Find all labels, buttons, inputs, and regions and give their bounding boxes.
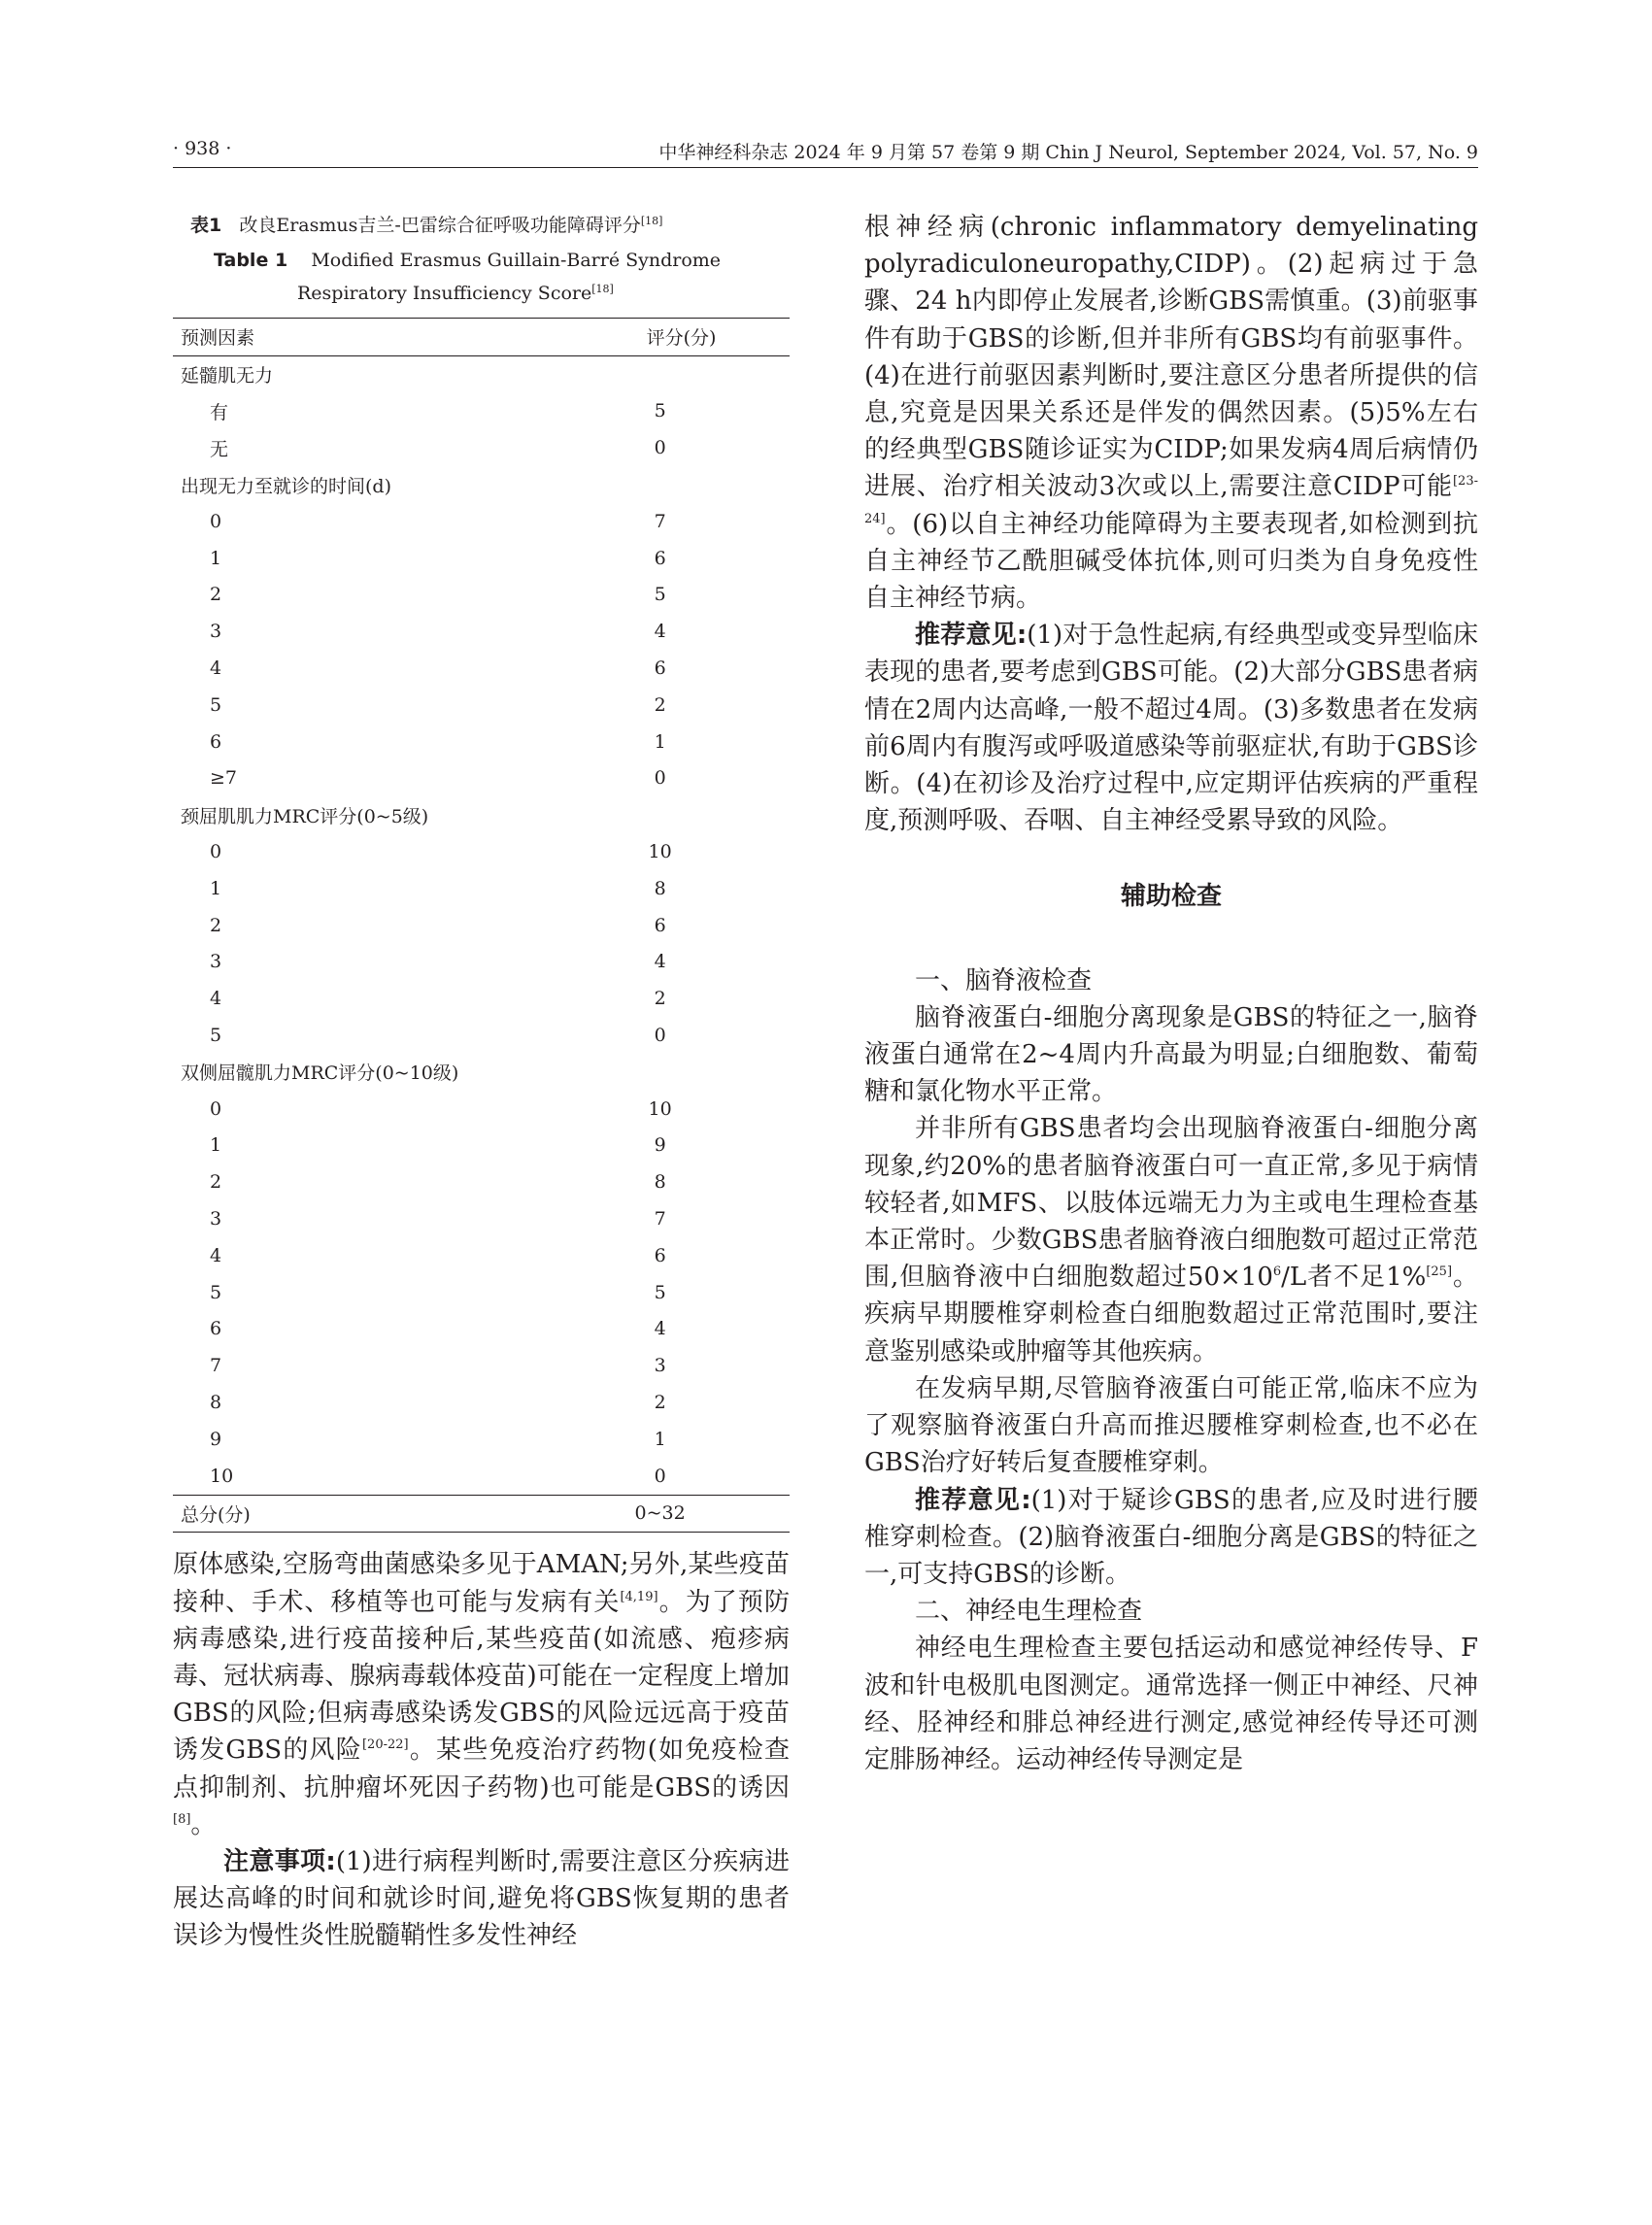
score-value: 9 bbox=[654, 1134, 666, 1157]
table-row bbox=[173, 944, 790, 981]
score-value: 1 bbox=[654, 1428, 666, 1450]
table-row bbox=[173, 1347, 790, 1384]
score-value: 4 bbox=[654, 621, 666, 643]
text-run: 。为了预防病毒感染,进行疫苗接种后,某些疫苗(如流感、疱疹病毒、冠状病毒、腺病毒载体疫苗)可能在一定程度上增加GBS的风险;但病毒感染诱发GBS的风险远远高于疫苗诱发GBS的风险 bbox=[173, 1587, 790, 1766]
table-row bbox=[173, 980, 790, 1017]
right-paragraph-1 bbox=[864, 209, 1478, 617]
level-label: 6 bbox=[210, 730, 222, 753]
level-label: 3 bbox=[210, 951, 222, 973]
level-label: 0 bbox=[210, 510, 222, 532]
text-run: (1)进行病程判断时,需要注意区分疾病进展达高峰的时间和就诊时间,避免将GBS恢复期的患者误诊为慢性炎性脱髓鞘性多发性神经 bbox=[173, 1846, 790, 1951]
table-row bbox=[173, 907, 790, 944]
table-row bbox=[173, 1237, 790, 1274]
table-group-row bbox=[173, 355, 790, 392]
total-label: 总分(分) bbox=[181, 1503, 251, 1526]
right-column bbox=[864, 209, 1478, 1778]
score-value: 2 bbox=[654, 1392, 666, 1413]
text-run: 。(6)以自主神经功能障碍为主要表现者,如检测到抗自主神经节乙酰胆碱受体抗体,则可归类为自身免疫性自主神经节病。 bbox=[864, 509, 1478, 614]
table-row bbox=[173, 540, 790, 577]
table-group-row bbox=[173, 796, 790, 833]
col-header-score: 评分(分) bbox=[646, 327, 717, 350]
table-title-en-1: Modified Erasmus Guillain-Barré Syndrome bbox=[311, 250, 722, 271]
level-label: 1 bbox=[210, 877, 222, 899]
score-value: 8 bbox=[654, 1171, 666, 1194]
text-run: 。 bbox=[190, 1809, 217, 1839]
level-label: ≥7 bbox=[210, 767, 238, 790]
score-value: 10 bbox=[648, 1097, 672, 1120]
level-label: 4 bbox=[210, 1244, 222, 1266]
level-label: 2 bbox=[210, 914, 222, 936]
recommendation-heading: 推荐意见: bbox=[915, 1485, 1031, 1515]
table-row bbox=[173, 760, 790, 797]
level-label: 5 bbox=[210, 693, 222, 716]
recommendation-heading: 推荐意见: bbox=[915, 621, 1028, 651]
level-label: 1 bbox=[210, 1134, 222, 1157]
level-label: 4 bbox=[210, 988, 222, 1010]
right-paragraph-4: 在发病早期,尽管脑脊液蛋白可能正常,临床不应为了观察脑脊液蛋白升高而推迟腰椎穿刺检查,也不必在GBS治疗好转后复查腰椎穿刺。 bbox=[864, 1373, 1478, 1478]
level-label: 3 bbox=[210, 621, 222, 643]
score-value: 0 bbox=[654, 1025, 666, 1047]
score-value: 2 bbox=[654, 693, 666, 716]
table-row bbox=[173, 1458, 790, 1495]
score-value: 5 bbox=[654, 400, 666, 422]
table-label-en: Table 1 bbox=[214, 250, 288, 271]
text-run: 。某些免疫治疗药物(如免疫检查点抑制剂、抗肿瘤坏死因子药物)也可能是GBS的诱因 bbox=[173, 1736, 790, 1803]
table-row bbox=[173, 1200, 790, 1237]
table-title-en-2: Respiratory Insufficiency Score bbox=[297, 283, 592, 304]
score-value: 4 bbox=[654, 951, 666, 973]
right-paragraph-3 bbox=[864, 1110, 1478, 1369]
table-total-row bbox=[173, 1495, 790, 1533]
level-label: 6 bbox=[210, 1318, 222, 1340]
total-value: 0~32 bbox=[634, 1502, 686, 1525]
table-row bbox=[173, 1421, 790, 1458]
table-body bbox=[173, 355, 790, 1495]
level-label: 8 bbox=[210, 1392, 222, 1413]
factor-label: 双侧屈髋肌力MRC评分(0~10级) bbox=[181, 1062, 459, 1085]
score-value: 8 bbox=[654, 877, 666, 899]
score-value: 1 bbox=[654, 730, 666, 753]
page-number: · 938 · bbox=[173, 138, 232, 159]
factor-label: 颈屈肌肌力MRC评分(0~5级) bbox=[181, 805, 429, 827]
table-row bbox=[173, 870, 790, 907]
citation: [4,19] bbox=[620, 1589, 658, 1604]
citation: [25] bbox=[1426, 1264, 1453, 1280]
factor-label: 出现无力至就诊的时间(d) bbox=[181, 475, 391, 497]
score-value: 2 bbox=[654, 988, 666, 1010]
right-paragraph-2: 脑脊液蛋白-细胞分离现象是GBS的特征之一,脑脊液蛋白通常在2~4周内升高最为明显;白细胞数、葡萄糖和氯化物水平正常。 bbox=[864, 1002, 1478, 1107]
table-row bbox=[173, 1384, 790, 1421]
section-title: 辅助检查 bbox=[1120, 882, 1222, 912]
score-value: 3 bbox=[654, 1355, 666, 1377]
score-value: 7 bbox=[654, 510, 666, 532]
table-row bbox=[173, 429, 790, 466]
level-label: 有 bbox=[210, 401, 229, 423]
score-value: 6 bbox=[654, 914, 666, 936]
running-header bbox=[173, 138, 1478, 168]
text-run: (1)对于急性起病,有经典型或变异型临床表现的患者,要考虑到GBS可能。(2)大部分GBS患者病情在2周内达高峰,一般不超过4周。(3)多数患者在发病前6周内有腹泻或呼吸道感染等前驱症状,有助于GBS诊断。(4)在初诊及治疗过程中,应定期评估疾病的严重程度,预测呼吸、吞咽、自主神经受累导致的风险。 bbox=[864, 621, 1478, 836]
table-row bbox=[173, 687, 790, 724]
score-table bbox=[173, 318, 790, 1533]
table-group-row bbox=[173, 466, 790, 503]
level-label: 无 bbox=[210, 438, 229, 460]
level-label: 2 bbox=[210, 584, 222, 606]
notes-heading: 注意事项: bbox=[223, 1846, 336, 1876]
level-label: 3 bbox=[210, 1208, 222, 1230]
text-run: 。疾病早期腰椎穿刺检查白细胞数超过正常范围时,要注意鉴别感染或肿瘤等其他疾病。 bbox=[864, 1263, 1478, 1366]
right-paragraph-5: 神经电生理检查主要包括运动和感觉神经传导、F波和针电极肌电图测定。通常选择一侧正中神经、尺神经、胫神经和腓总神经进行测定,感觉神经传导还可测定腓肠神经。运动神经传导测定是 bbox=[864, 1634, 1478, 1774]
score-value: 0 bbox=[654, 767, 666, 790]
table-ref-zh: [18] bbox=[640, 215, 663, 227]
superscript-exponent: 6 bbox=[1272, 1264, 1282, 1280]
level-label: 1 bbox=[210, 547, 222, 569]
text-run: (1)对于疑诊GBS的患者,应及时进行腰椎穿刺检查。(2)脑脊液蛋白-细胞分离是GBS的特征之一,可支持GBS的诊断。 bbox=[864, 1485, 1478, 1589]
right-body-text bbox=[864, 209, 1478, 1778]
score-value: 6 bbox=[654, 657, 666, 680]
table-row bbox=[173, 1311, 790, 1348]
table-title-zh: 改良Erasmus吉兰-巴雷综合征呼吸功能障碍评分 bbox=[239, 215, 641, 236]
score-value: 4 bbox=[654, 1318, 666, 1340]
score-value: 5 bbox=[654, 1281, 666, 1303]
score-value: 0 bbox=[654, 1465, 666, 1487]
text-run: /L者不足1% bbox=[1281, 1263, 1427, 1293]
recommendation-2 bbox=[864, 1482, 1478, 1594]
text-run: 根神经病(chronic inflammatory demyelinating polyradiculoneuropathy,CIDP)。(2)起病过于急骤、24 h内即停止发展者,诊断GBS需慎重。(3)前驱事件有助于GBS的诊断,但并非所有GBS均有前驱事件。(4)在进行前驱因素判断时,要注意区分患者所提供的信息,究竟是因果关系还是伴发的偶然因素。(5)5%左右的经典型GBS随诊证实为CIDP;如果发病4周后病情仍进展、治疗相关波动3次或以上,需要注意CIDP可能 bbox=[864, 213, 1478, 502]
table-ref-en: [18] bbox=[591, 283, 614, 295]
subsection-title-1: 一、脑脊液检查 bbox=[915, 965, 1093, 995]
table-caption-en bbox=[173, 244, 790, 277]
citation: [8] bbox=[173, 1811, 191, 1827]
subsection-title-2: 二、神经电生理检查 bbox=[915, 1597, 1143, 1627]
score-value: 0 bbox=[654, 437, 666, 459]
table-row bbox=[173, 724, 790, 760]
table-caption-zh bbox=[190, 209, 790, 242]
table-row bbox=[173, 1091, 790, 1128]
score-value: 6 bbox=[654, 1244, 666, 1266]
left-column bbox=[173, 209, 790, 1955]
text-run: 原体感染,空肠弯曲菌感染多见于AMAN;另外,某些疫苗接种、手术、移植等也可能与发病有关 bbox=[173, 1550, 790, 1617]
table-row bbox=[173, 1274, 790, 1311]
level-label: 10 bbox=[210, 1465, 234, 1487]
left-body-text bbox=[173, 1546, 790, 1954]
table-label-zh: 表1 bbox=[190, 215, 222, 236]
table-header-row bbox=[173, 319, 790, 356]
score-value: 6 bbox=[654, 547, 666, 569]
score-value: 10 bbox=[648, 841, 672, 863]
col-header-factor: 预测因素 bbox=[181, 327, 255, 350]
level-label: 2 bbox=[210, 1171, 222, 1194]
score-value: 5 bbox=[654, 584, 666, 606]
left-paragraph-2 bbox=[173, 1843, 790, 1955]
table-row bbox=[173, 1017, 790, 1054]
recommendation-1 bbox=[864, 617, 1478, 839]
left-paragraph-1 bbox=[173, 1546, 790, 1843]
level-label: 0 bbox=[210, 1097, 222, 1120]
citation: [20-22] bbox=[361, 1737, 409, 1753]
score-value: 7 bbox=[654, 1208, 666, 1230]
table-row bbox=[173, 1128, 790, 1164]
table-group-row bbox=[173, 1054, 790, 1091]
table-row bbox=[173, 393, 790, 430]
table-row bbox=[173, 1163, 790, 1200]
level-label: 0 bbox=[210, 841, 222, 863]
table-row bbox=[173, 503, 790, 540]
level-label: 9 bbox=[210, 1428, 222, 1450]
table-row bbox=[173, 833, 790, 870]
table-row bbox=[173, 577, 790, 614]
level-label: 5 bbox=[210, 1281, 222, 1303]
factor-label: 延髓肌无力 bbox=[181, 365, 274, 388]
citation: [23-24] bbox=[864, 474, 1478, 526]
table-row bbox=[173, 650, 790, 687]
level-label: 7 bbox=[210, 1355, 222, 1377]
level-label: 4 bbox=[210, 657, 222, 680]
level-label: 5 bbox=[210, 1025, 222, 1047]
text-run: 并非所有GBS患者均会出现脑脊液蛋白-细胞分离现象,约20%的患者脑脊液蛋白可一直正常,多见于病情较轻者,如MFS、以肢体远端无力为主或电生理检查基本正常时。少数GBS患者脑脊液白细胞数可超过正常范围,但脑脊液中白细胞数超过50×10 bbox=[864, 1114, 1478, 1293]
journal-citation: 中华神经科杂志 2024 年 9 月第 57 卷第 9 期 Chin J Neurol, September 2024, Vol. 57, No. 9 bbox=[658, 142, 1478, 163]
table-caption-en-line2 bbox=[173, 277, 790, 310]
table-row bbox=[173, 613, 790, 650]
